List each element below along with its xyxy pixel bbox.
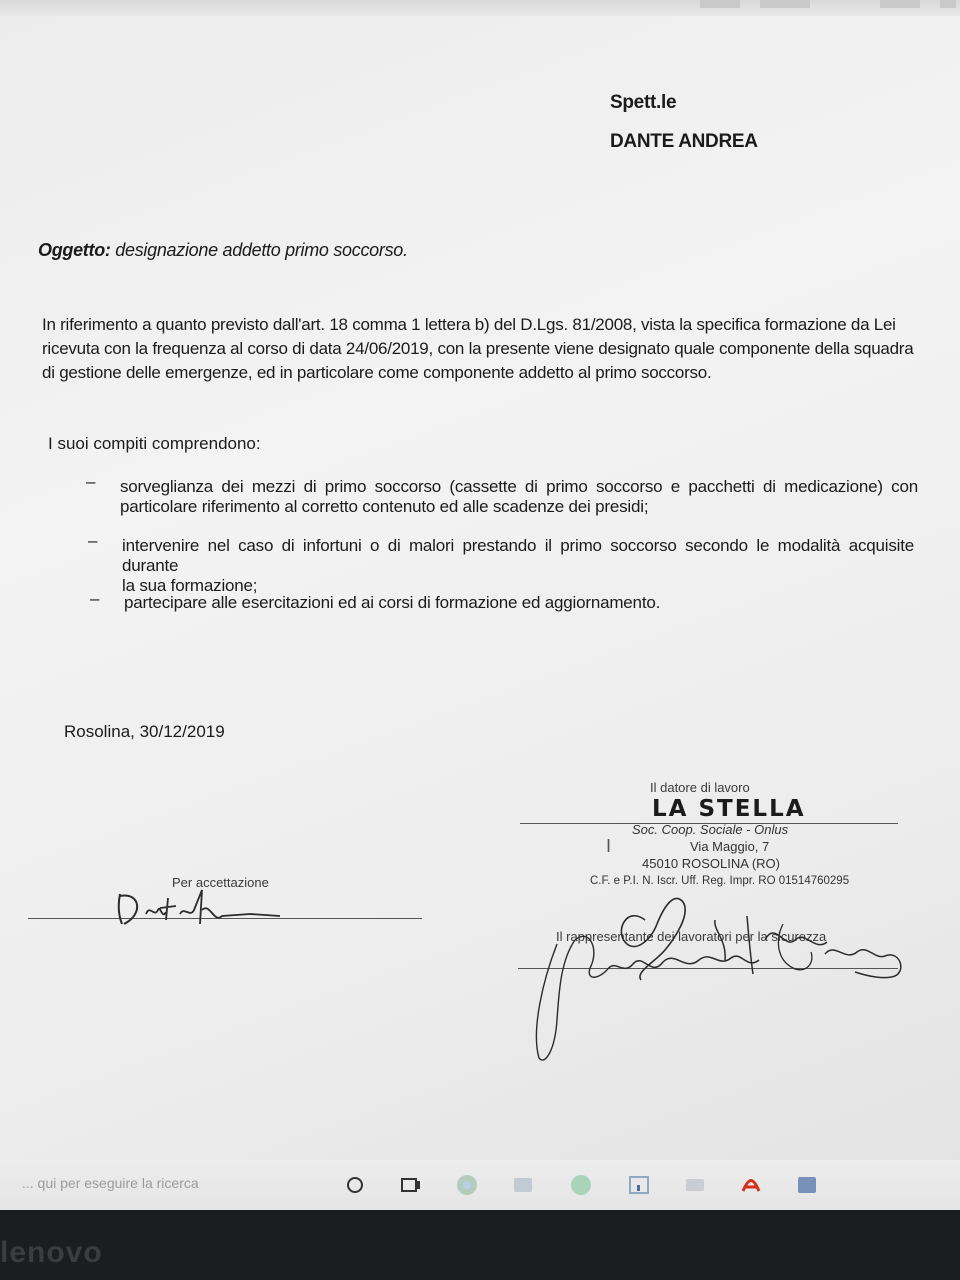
paragraph-line: ricevuta con la frequenza al corso di data 24/06/2019, con la presente viene designato quale componente della squadra — [42, 339, 914, 358]
duty-item — [120, 477, 918, 517]
cortana-circle-icon[interactable] — [342, 1172, 368, 1198]
duty-line: partecipare alle esercitazioni ed ai corsi di formazione ed aggiornamento. — [124, 593, 661, 612]
word-icon[interactable] — [794, 1172, 820, 1198]
addressee-name: DANTE ANDREA — [610, 131, 758, 152]
bullet-dash: – — [88, 531, 98, 550]
duty-item — [122, 536, 914, 596]
stamp-line-2: Via Maggio, 7 — [690, 839, 770, 854]
paragraph-line: In riferimento a quanto previsto dall'art. 18 comma 1 lettera b) del D.Lgs. 81/2008, vista la specifica formazione da Lei — [42, 315, 896, 334]
paragraph-line: di gestione delle emergenze, ed in particolare come componente addetto al primo soccorso. — [42, 363, 712, 382]
duty-line: sorveglianza dei mezzi di primo soccorso (cassette di primo soccorso e pacchetti di medicazione) con — [120, 477, 918, 496]
duty-line: la sua formazione; — [122, 576, 258, 595]
subject-text: designazione addetto primo soccorso. — [115, 240, 408, 260]
body-paragraph — [42, 313, 932, 385]
acrobat-icon[interactable] — [738, 1172, 764, 1198]
subject-label: Oggetto: — [38, 240, 111, 260]
taskbar — [0, 1160, 960, 1210]
bullet-dash: – — [86, 472, 96, 491]
subject-line — [38, 240, 408, 261]
stamp-line-1: Soc. Coop. Sociale - Onlus — [632, 822, 789, 837]
bullet-dash: – — [90, 589, 100, 608]
duties-intro: I suoi compiti comprendono: — [48, 434, 261, 453]
taskbar-search-input[interactable]: ... qui per eseguire la ricerca — [22, 1175, 199, 1191]
acceptance-label: Per accettazione — [172, 875, 269, 890]
stamp-line-3: 45010 ROSOLINA (RO) — [642, 856, 780, 871]
chrome-icon[interactable] — [454, 1172, 480, 1198]
employer-signature — [515, 880, 915, 1070]
salutation: Spett.le — [610, 92, 677, 113]
safety-rep-label: Il rappresentante dei lavoratori per la sicurezza — [556, 929, 827, 944]
duty-line: intervenire nel caso di infortuni o di malori prestando il primo soccorso secondo le modalità acquisite durante — [122, 536, 914, 575]
task-view-icon[interactable] — [398, 1172, 424, 1198]
place-date: Rosolina, 30/12/2019 — [64, 722, 225, 741]
stamp-company-name: LA STELLA — [652, 796, 806, 822]
duty-line: particolare riferimento al corretto contenuto ed alle scadenze dei presidi; — [120, 497, 649, 516]
laptop-bezel — [0, 1210, 960, 1280]
file-explorer-icon[interactable] — [626, 1172, 652, 1198]
stamp-line-4: C.F. e P.I. N. Iscr. Uff. Reg. Impr. RO 01514760295 — [590, 875, 850, 887]
laptop-brand-logo: lenovo — [0, 1236, 103, 1269]
app-icon[interactable] — [510, 1172, 536, 1198]
duty-item — [124, 593, 684, 613]
employer-label: Il datore di lavoro — [650, 780, 750, 795]
acceptance-signature — [110, 884, 290, 930]
app2-icon[interactable] — [682, 1172, 708, 1198]
text-cursor-icon: I — [606, 836, 612, 856]
whatsapp-icon[interactable] — [568, 1172, 594, 1198]
